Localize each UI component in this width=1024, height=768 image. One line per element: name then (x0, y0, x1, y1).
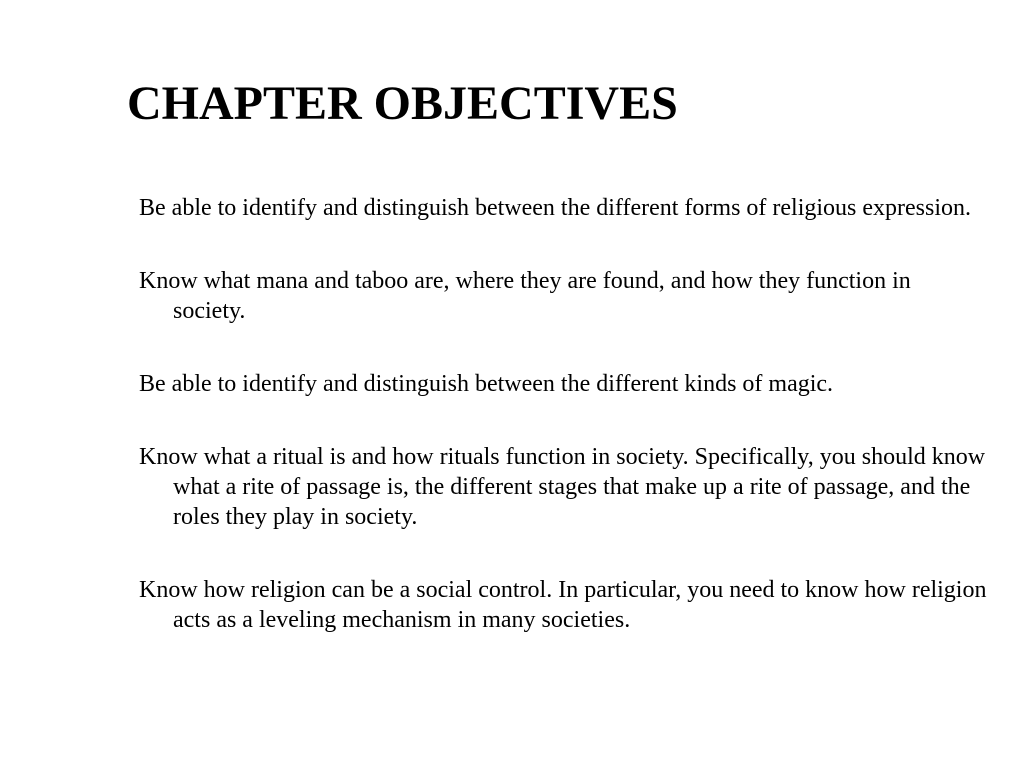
objective-item: Be able to identify and distinguish between the different forms of religious expression. (139, 195, 972, 221)
slide-title: CHAPTER OBJECTIVES (127, 77, 678, 130)
objective-item: Know how religion can be a social control. In particular, you need to know how religion acts as a leveling mechanism in many societies. (139, 577, 987, 633)
objective-item: Know what a ritual is and how rituals function in society. Specifically, you should know what a rite of passage is, the different stages that make up a rite of passage, and the roles they play in society. (139, 444, 986, 530)
objectives-list (139, 193, 989, 635)
objective-item: Be able to identify and distinguish between the different kinds of magic. (139, 371, 834, 397)
objective-item: Know what mana and taboo are, where they are found, and how they function in society. (139, 268, 911, 324)
